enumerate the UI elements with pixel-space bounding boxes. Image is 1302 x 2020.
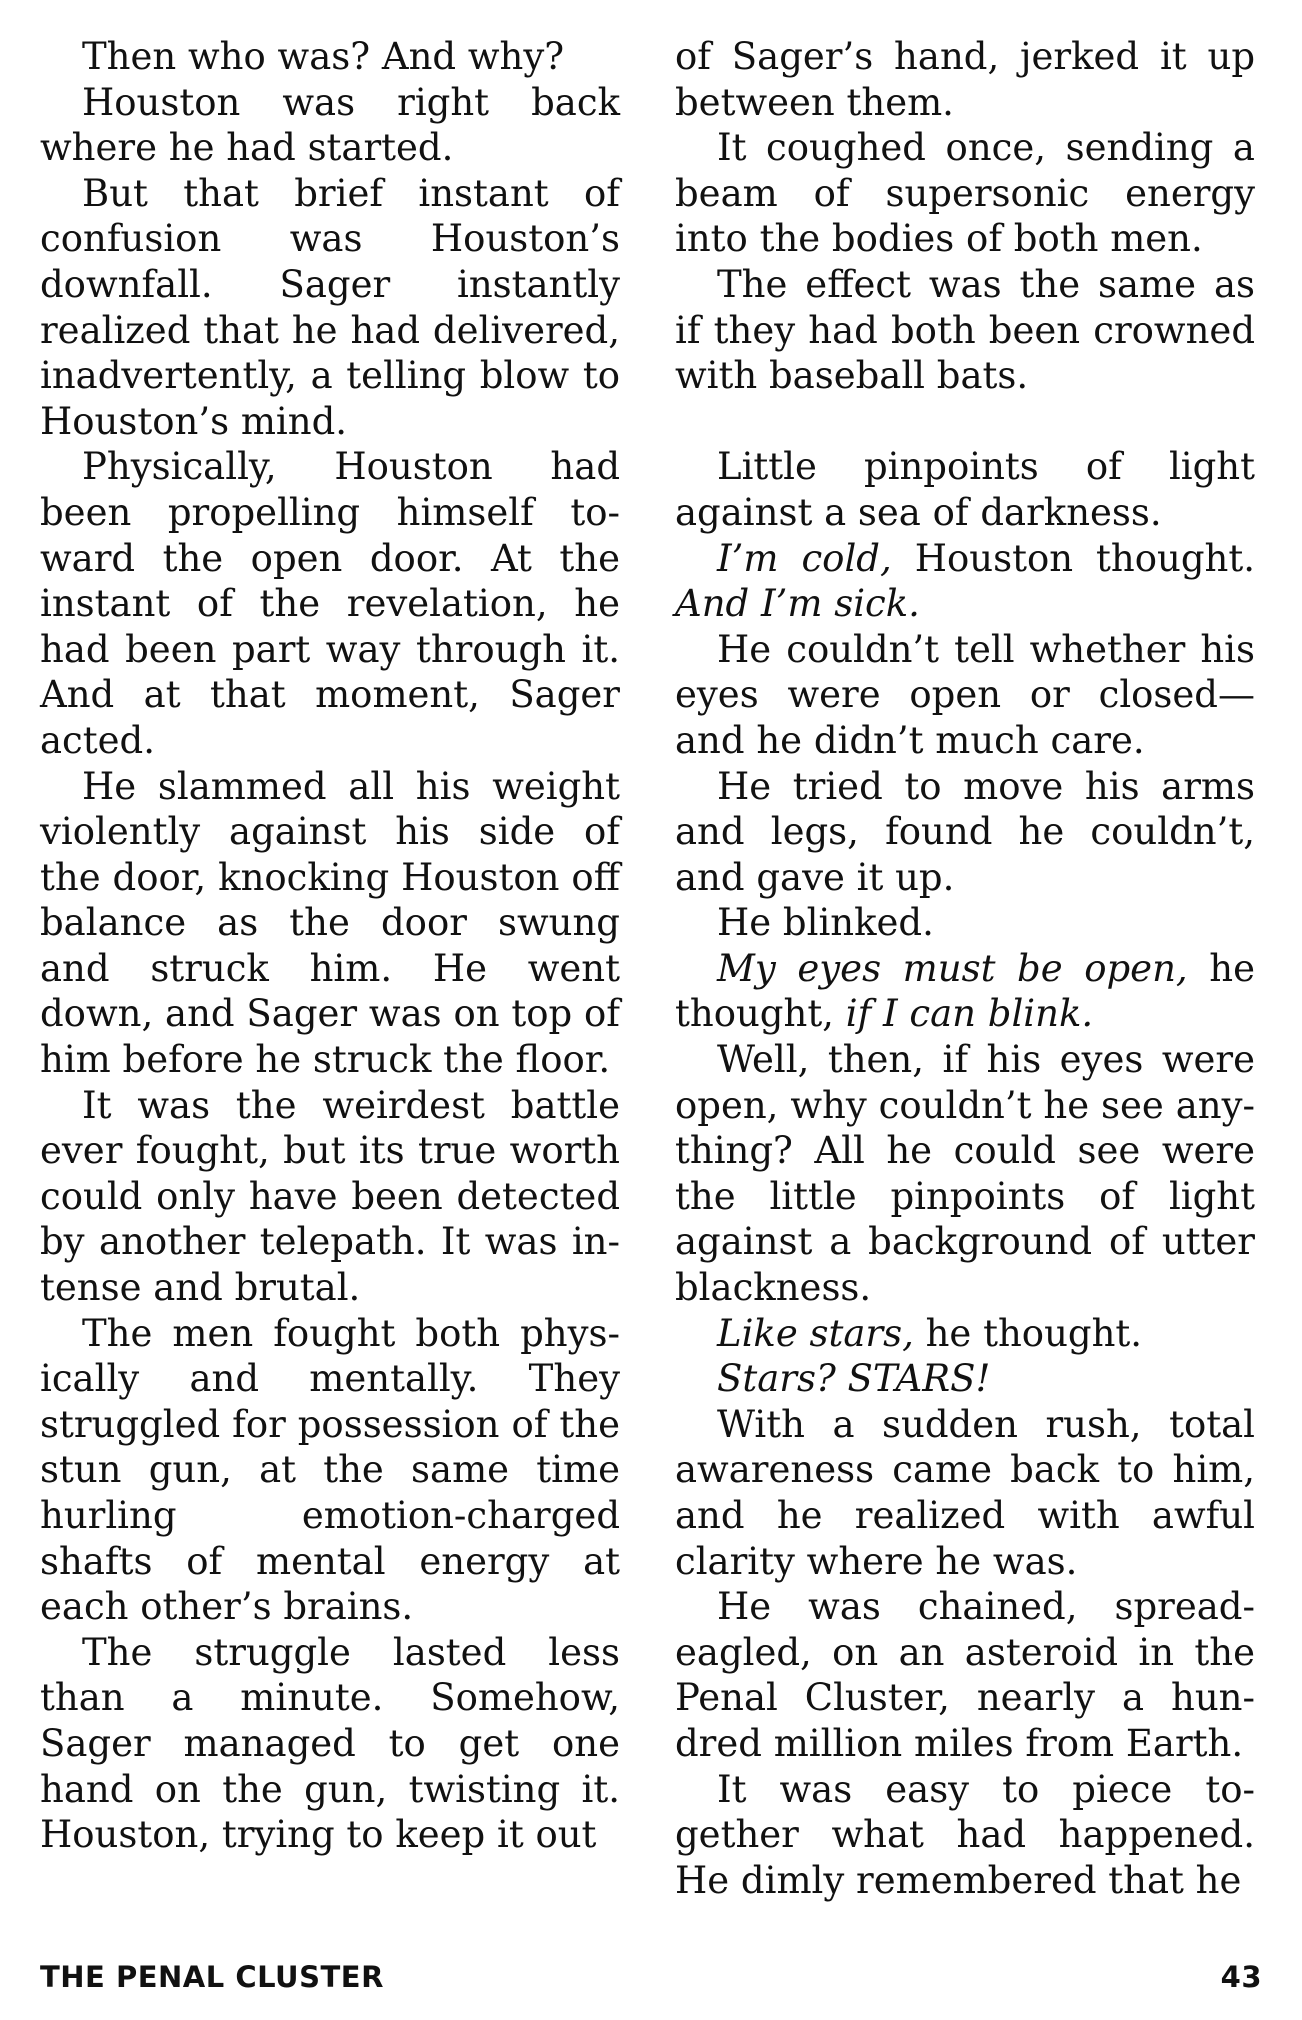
left-column	[40, 34, 620, 1858]
paragraph: Houston was right back where he had started.	[40, 80, 620, 170]
paragraph-continued: of Sager’s hand, jerked it up between them.	[675, 35, 1255, 124]
italic-thought: Stars? STARS!	[717, 1357, 991, 1401]
paragraph-thought	[675, 536, 1255, 627]
paragraph: It coughed once, sending a beam of supersonic energy into the bodies of both men.	[675, 126, 1255, 261]
right-column	[675, 34, 1255, 1903]
paragraph: It was the weirdest battle ever fought, but its true worth could only have been detected by another telepath. It was intense and brutal.	[40, 1083, 620, 1310]
italic-thought: I’m cold,	[717, 536, 892, 580]
paragraph: But that brief instant of confusion was Houston’s downfall. Sager instantly realized that he had delivered, inadvertently, a telling blow to Houston’s mind.	[40, 171, 620, 443]
narration: Houston thought.	[891, 536, 1255, 580]
paragraph: He tried to move his arms and legs, found he couldn’t, and gave it up.	[675, 764, 1255, 899]
paragraph: He was chained, spreadeagled, on an asteroid in the Penal Cluster, nearly a hundred million miles from Earth.	[675, 1585, 1255, 1765]
italic-thought: Like stars,	[717, 1311, 914, 1355]
paragraph: The struggle lasted less than a minute. Somehow, Sager managed to get one hand on the gun, twisting it. Houston, trying to keep it out	[40, 1630, 620, 1857]
page-footer	[40, 1960, 1262, 2010]
paragraph: Well, then, if his eyes were open, why couldn’t he see anything? All he could see were the little pinpoints of light against a background of utter blackness.	[675, 1038, 1255, 1310]
paragraph: With a sudden rush, total awareness came back to him, and he realized with awful clarity where he was.	[675, 1402, 1255, 1583]
italic-thought: if I can blink.	[845, 992, 1094, 1036]
paragraph: He blinked.	[717, 901, 934, 945]
paragraph: The effect was the same as if they had both been crowned with baseball bats.	[675, 262, 1255, 398]
paragraph-thought	[675, 946, 1255, 1037]
paragraph: Then who was? And why?	[82, 35, 565, 78]
italic-thought: And I’m sick.	[675, 582, 920, 626]
paragraph-thought	[675, 1356, 1255, 1402]
narration: he thought,	[675, 946, 1255, 1036]
page-number: 43	[1220, 1960, 1262, 1994]
paragraph: He couldn’t tell whether his eyes were open or closed—and he didn’t much care.	[675, 627, 1255, 762]
paragraph-thought	[675, 1311, 1255, 1357]
paragraph: The men fought both physically and mentally. They struggled for possession of the stun gun, at the same time hurling emotion-charged shafts of mental energy at each other’s brains.	[40, 1311, 620, 1629]
paragraph: Physically, Houston had been propelling himself toward the open door. At the instant of the revelation, he had been part way through it. And at that moment, Sager acted.	[40, 445, 620, 762]
narration: he thought.	[913, 1311, 1143, 1355]
paragraph-section-break: Little pinpoints of light against a sea of darkness.	[675, 445, 1255, 534]
running-title: THE PENAL CLUSTER	[40, 1960, 384, 1994]
italic-thought: My eyes must be open,	[717, 946, 1188, 990]
paragraph: It was easy to piece together what had happened. He dimly remembered that he	[675, 1767, 1255, 1902]
paragraph: He slammed all his weight violently against his side of the door, knocking Houston off balance as the door swung and struck him. He went down, and Sager was on top of him before he struck the floor.	[40, 764, 620, 1082]
